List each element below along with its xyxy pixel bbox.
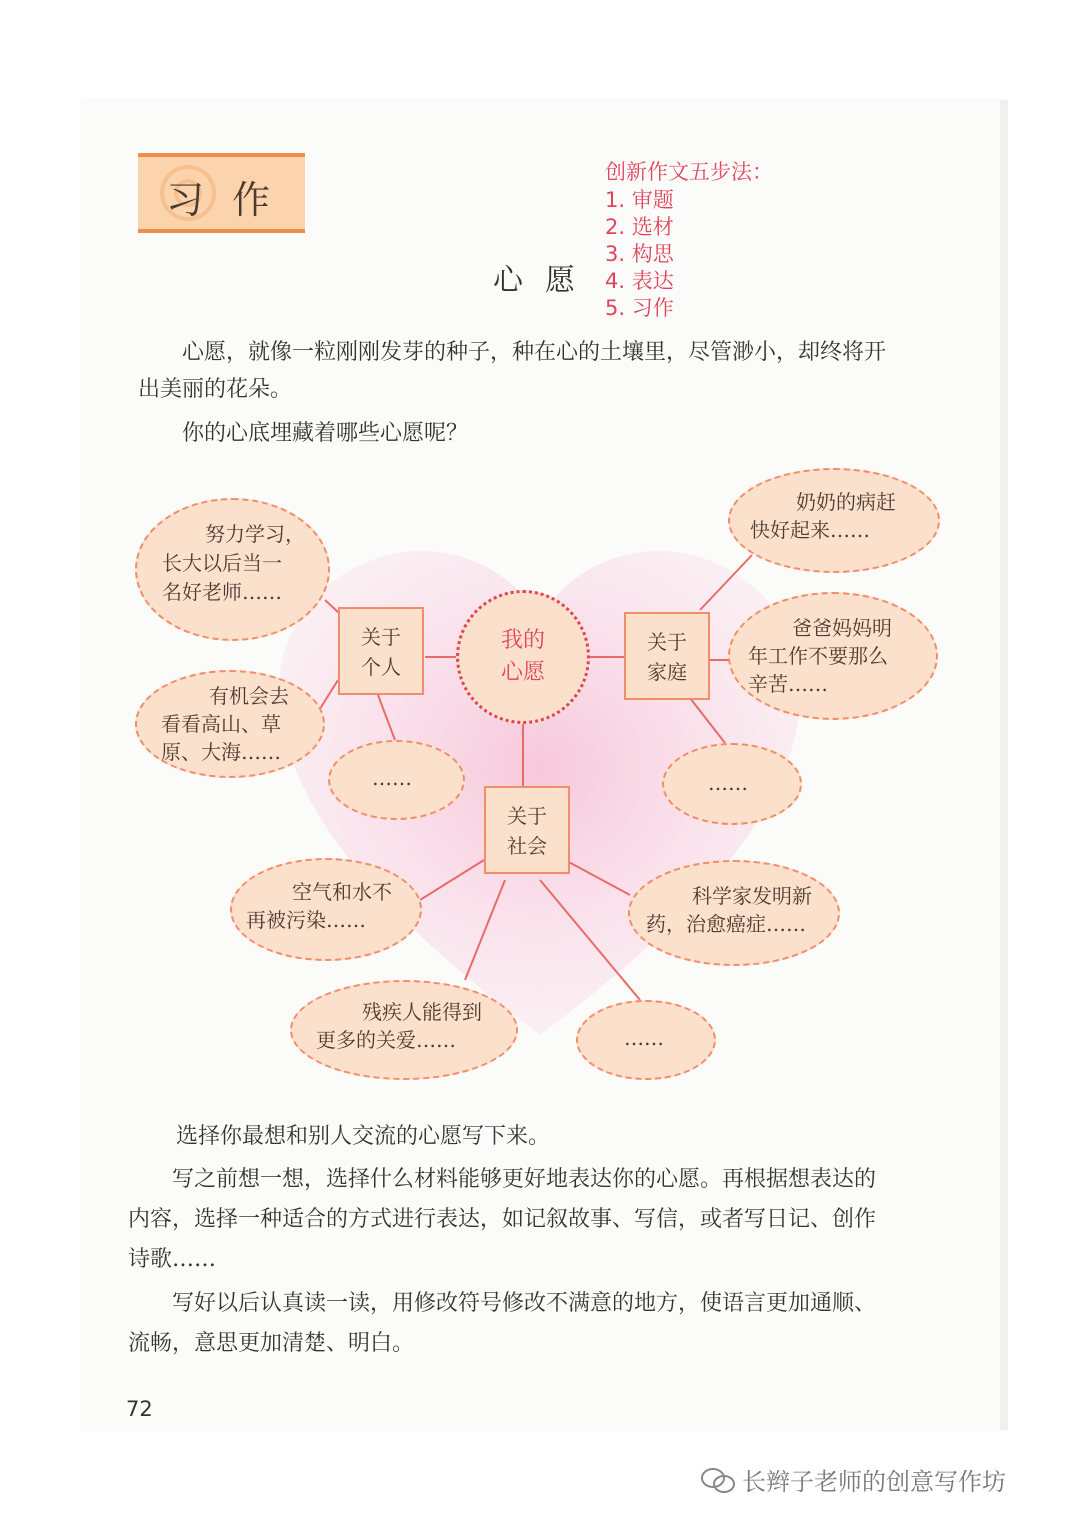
wish-bubble xyxy=(728,468,940,573)
intro-paragraph-cont: 出美丽的花朵。 xyxy=(138,377,293,402)
intro-paragraph: 心愿，就像一粒刚刚发芽的种子，种在心的土壤里，尽管渺小，却终将开 xyxy=(182,340,887,365)
wish-text: 爸爸妈妈明 xyxy=(792,616,892,640)
step-item: 4. 表达 xyxy=(605,269,674,293)
category-personal-line1: 关于 xyxy=(361,625,401,649)
wish-bubble xyxy=(135,670,325,778)
category-society-line1: 关于 xyxy=(507,804,547,828)
wish-text: 长大以后当一 xyxy=(162,551,282,575)
body-paragraph: 写好以后认真读一读，用修改符号修改不满意的地方，使语言更加通顺、 xyxy=(172,1291,877,1316)
body-paragraph-cont: 诗歌…… xyxy=(128,1247,217,1272)
center-label-line2: 心愿 xyxy=(500,660,545,685)
category-personal-line2: 个人 xyxy=(361,655,401,679)
watermark: 长辫子老师的创意写作坊 xyxy=(742,1468,1006,1496)
wish-text: 原、大海…… xyxy=(161,740,281,764)
wish-text: 有机会去 xyxy=(209,684,289,708)
wish-text: …… xyxy=(624,1026,664,1050)
category-family-line2: 家庭 xyxy=(647,660,687,684)
wish-text: 科学家发明新 xyxy=(692,884,812,908)
wish-text: 药，治愈癌症…… xyxy=(646,912,806,936)
center-label-line1: 我的 xyxy=(500,628,545,653)
category-family xyxy=(624,612,710,700)
steps-title: 创新作文五步法： xyxy=(605,160,773,184)
wish-text: 残疾人能得到 xyxy=(362,1000,482,1024)
mindmap-center xyxy=(456,590,590,724)
wish-text: 再被污染…… xyxy=(246,908,366,932)
body-paragraph: 选择你最想和别人交流的心愿写下来。 xyxy=(176,1124,551,1149)
wish-text: 辛苦…… xyxy=(748,672,828,696)
wish-text: …… xyxy=(708,771,748,795)
body-paragraph: 写之前想一想，选择什么材料能够更好地表达你的心愿。再根据想表达的 xyxy=(172,1167,877,1192)
step-item: 1. 审题 xyxy=(605,188,674,212)
wish-text: 名好老师…… xyxy=(162,580,282,604)
wish-bubble xyxy=(728,592,938,720)
body-paragraph-cont: 内容，选择一种适合的方式进行表达，如记叙故事、写信，或者写日记、创作 xyxy=(128,1207,877,1232)
category-family-line1: 关于 xyxy=(647,630,687,654)
step-item: 2. 选材 xyxy=(605,215,674,239)
wish-bubble xyxy=(328,740,465,820)
wish-text: 更多的关爱…… xyxy=(316,1028,456,1052)
wish-bubble xyxy=(230,858,422,961)
page-number: 72 xyxy=(126,1397,153,1421)
wish-bubble xyxy=(576,1000,716,1080)
page-title: 心愿 xyxy=(493,263,597,298)
wish-text: 空气和水不 xyxy=(292,880,392,904)
category-society xyxy=(484,786,570,874)
wish-bubble xyxy=(628,860,840,966)
wish-text: 看看高山、草 xyxy=(161,712,281,736)
section-banner-label: 习作 xyxy=(166,178,299,222)
category-personal xyxy=(338,607,424,695)
wish-bubble xyxy=(135,498,330,641)
wish-text: 快好起来…… xyxy=(750,518,870,542)
wish-text: 奶奶的病赶 xyxy=(796,490,896,514)
step-item: 3. 构思 xyxy=(605,242,674,266)
wish-text: …… xyxy=(372,766,412,790)
category-society-line2: 社会 xyxy=(507,834,547,858)
body-paragraph-cont: 流畅，意思更加清楚、明白。 xyxy=(128,1331,415,1356)
wish-bubble xyxy=(290,980,518,1080)
wish-bubble xyxy=(662,743,802,825)
step-item: 5. 习作 xyxy=(605,296,674,320)
intro-question: 你的心底埋藏着哪些心愿呢？ xyxy=(182,421,469,446)
wish-text: 年工作不要那么 xyxy=(748,644,888,668)
wish-text: 努力学习， xyxy=(205,522,305,546)
chat-bubble-icon xyxy=(700,1466,736,1496)
